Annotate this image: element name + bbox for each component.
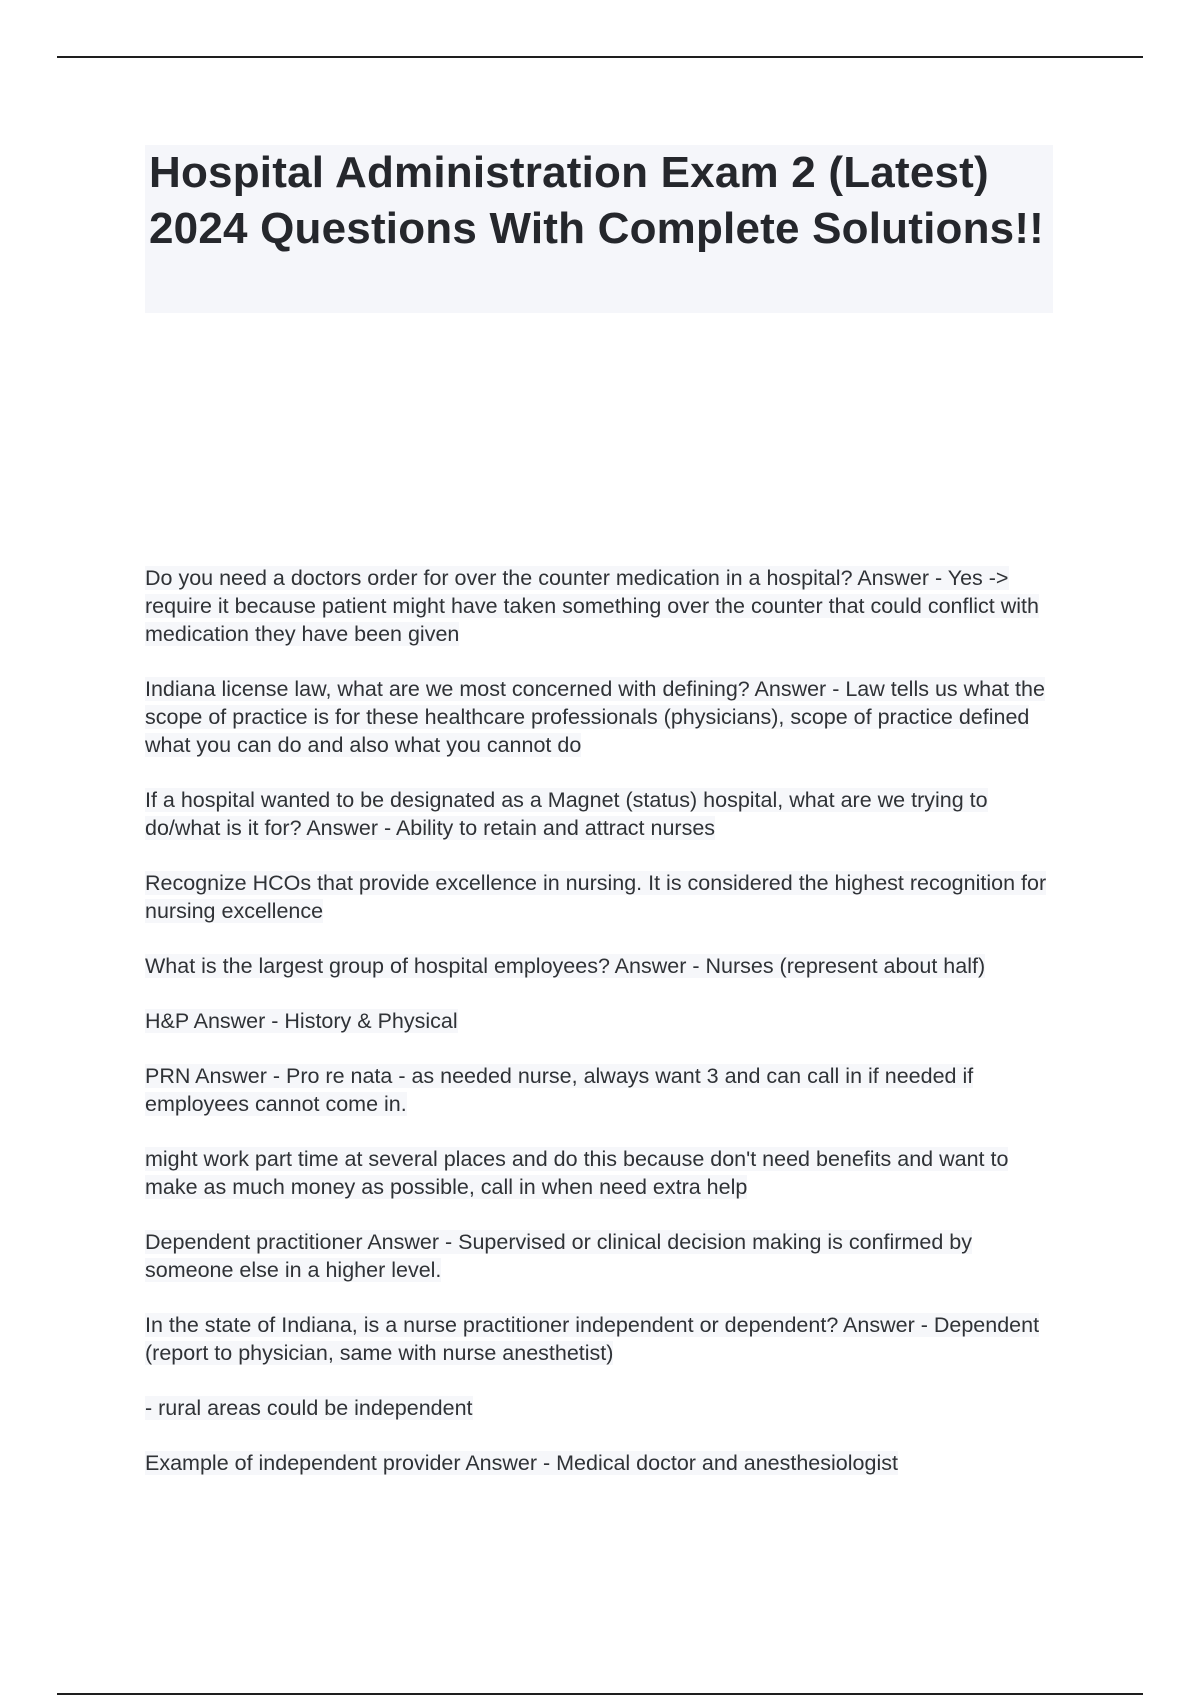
bottom-rule bbox=[57, 1693, 1143, 1695]
qa-item bbox=[145, 1228, 1057, 1284]
qa-text: In the state of Indiana, is a nurse practitioner independent or dependent? Answer - Dependent (report to physician, same with nurse anesthetist) bbox=[145, 1313, 1040, 1365]
top-rule bbox=[57, 56, 1143, 58]
qa-text: What is the largest group of hospital employees? Answer - Nurses (represent about half) bbox=[145, 954, 986, 978]
qa-text: Dependent practitioner Answer - Supervised or clinical decision making is confirmed by someone else in a higher level. bbox=[145, 1230, 972, 1282]
qa-text: - rural areas could be independent bbox=[145, 1396, 473, 1420]
qa-item bbox=[145, 1311, 1057, 1367]
qa-item bbox=[145, 1062, 1057, 1118]
title-block bbox=[145, 145, 1053, 313]
qa-item bbox=[145, 1145, 1057, 1201]
qa-item bbox=[145, 564, 1057, 648]
qa-item bbox=[145, 952, 1057, 980]
qa-item bbox=[145, 1394, 1057, 1422]
qa-item bbox=[145, 869, 1057, 925]
qa-item bbox=[145, 675, 1057, 759]
qa-text: Example of independent provider Answer - Medical doctor and anesthesiologist bbox=[145, 1451, 898, 1475]
page-title: Hospital Administration Exam 2 (Latest) 2024 Questions With Complete Solutions!! bbox=[149, 148, 1045, 253]
qa-text: Indiana license law, what are we most concerned with defining? Answer - Law tells us what the scope of practice is for these healthcare professionals (physicians), scope of practice defined what you can do and also what you cannot do bbox=[145, 677, 1045, 757]
qa-text: If a hospital wanted to be designated as a Magnet (status) hospital, what are we trying to do/what is it for? Answer - Ability to retain and attract nurses bbox=[145, 788, 988, 840]
qa-text: PRN Answer - Pro re nata - as needed nurse, always want 3 and can call in if needed if employees cannot come in. bbox=[145, 1064, 974, 1116]
qa-text: Recognize HCOs that provide excellence in nursing. It is considered the highest recognition for nursing excellence bbox=[145, 871, 1047, 923]
qa-item bbox=[145, 786, 1057, 842]
qa-text: Do you need a doctors order for over the counter medication in a hospital? Answer - Yes -> require it because patient might have taken something over the counter that could conflict with medication they have been given bbox=[145, 566, 1039, 646]
qa-list bbox=[145, 564, 1057, 1504]
qa-text: H&P Answer - History & Physical bbox=[145, 1009, 458, 1033]
qa-text: might work part time at several places and do this because don't need benefits and want to make as much money as possible, call in when need extra help bbox=[145, 1147, 1009, 1199]
qa-item bbox=[145, 1007, 1057, 1035]
qa-item bbox=[145, 1449, 1057, 1477]
